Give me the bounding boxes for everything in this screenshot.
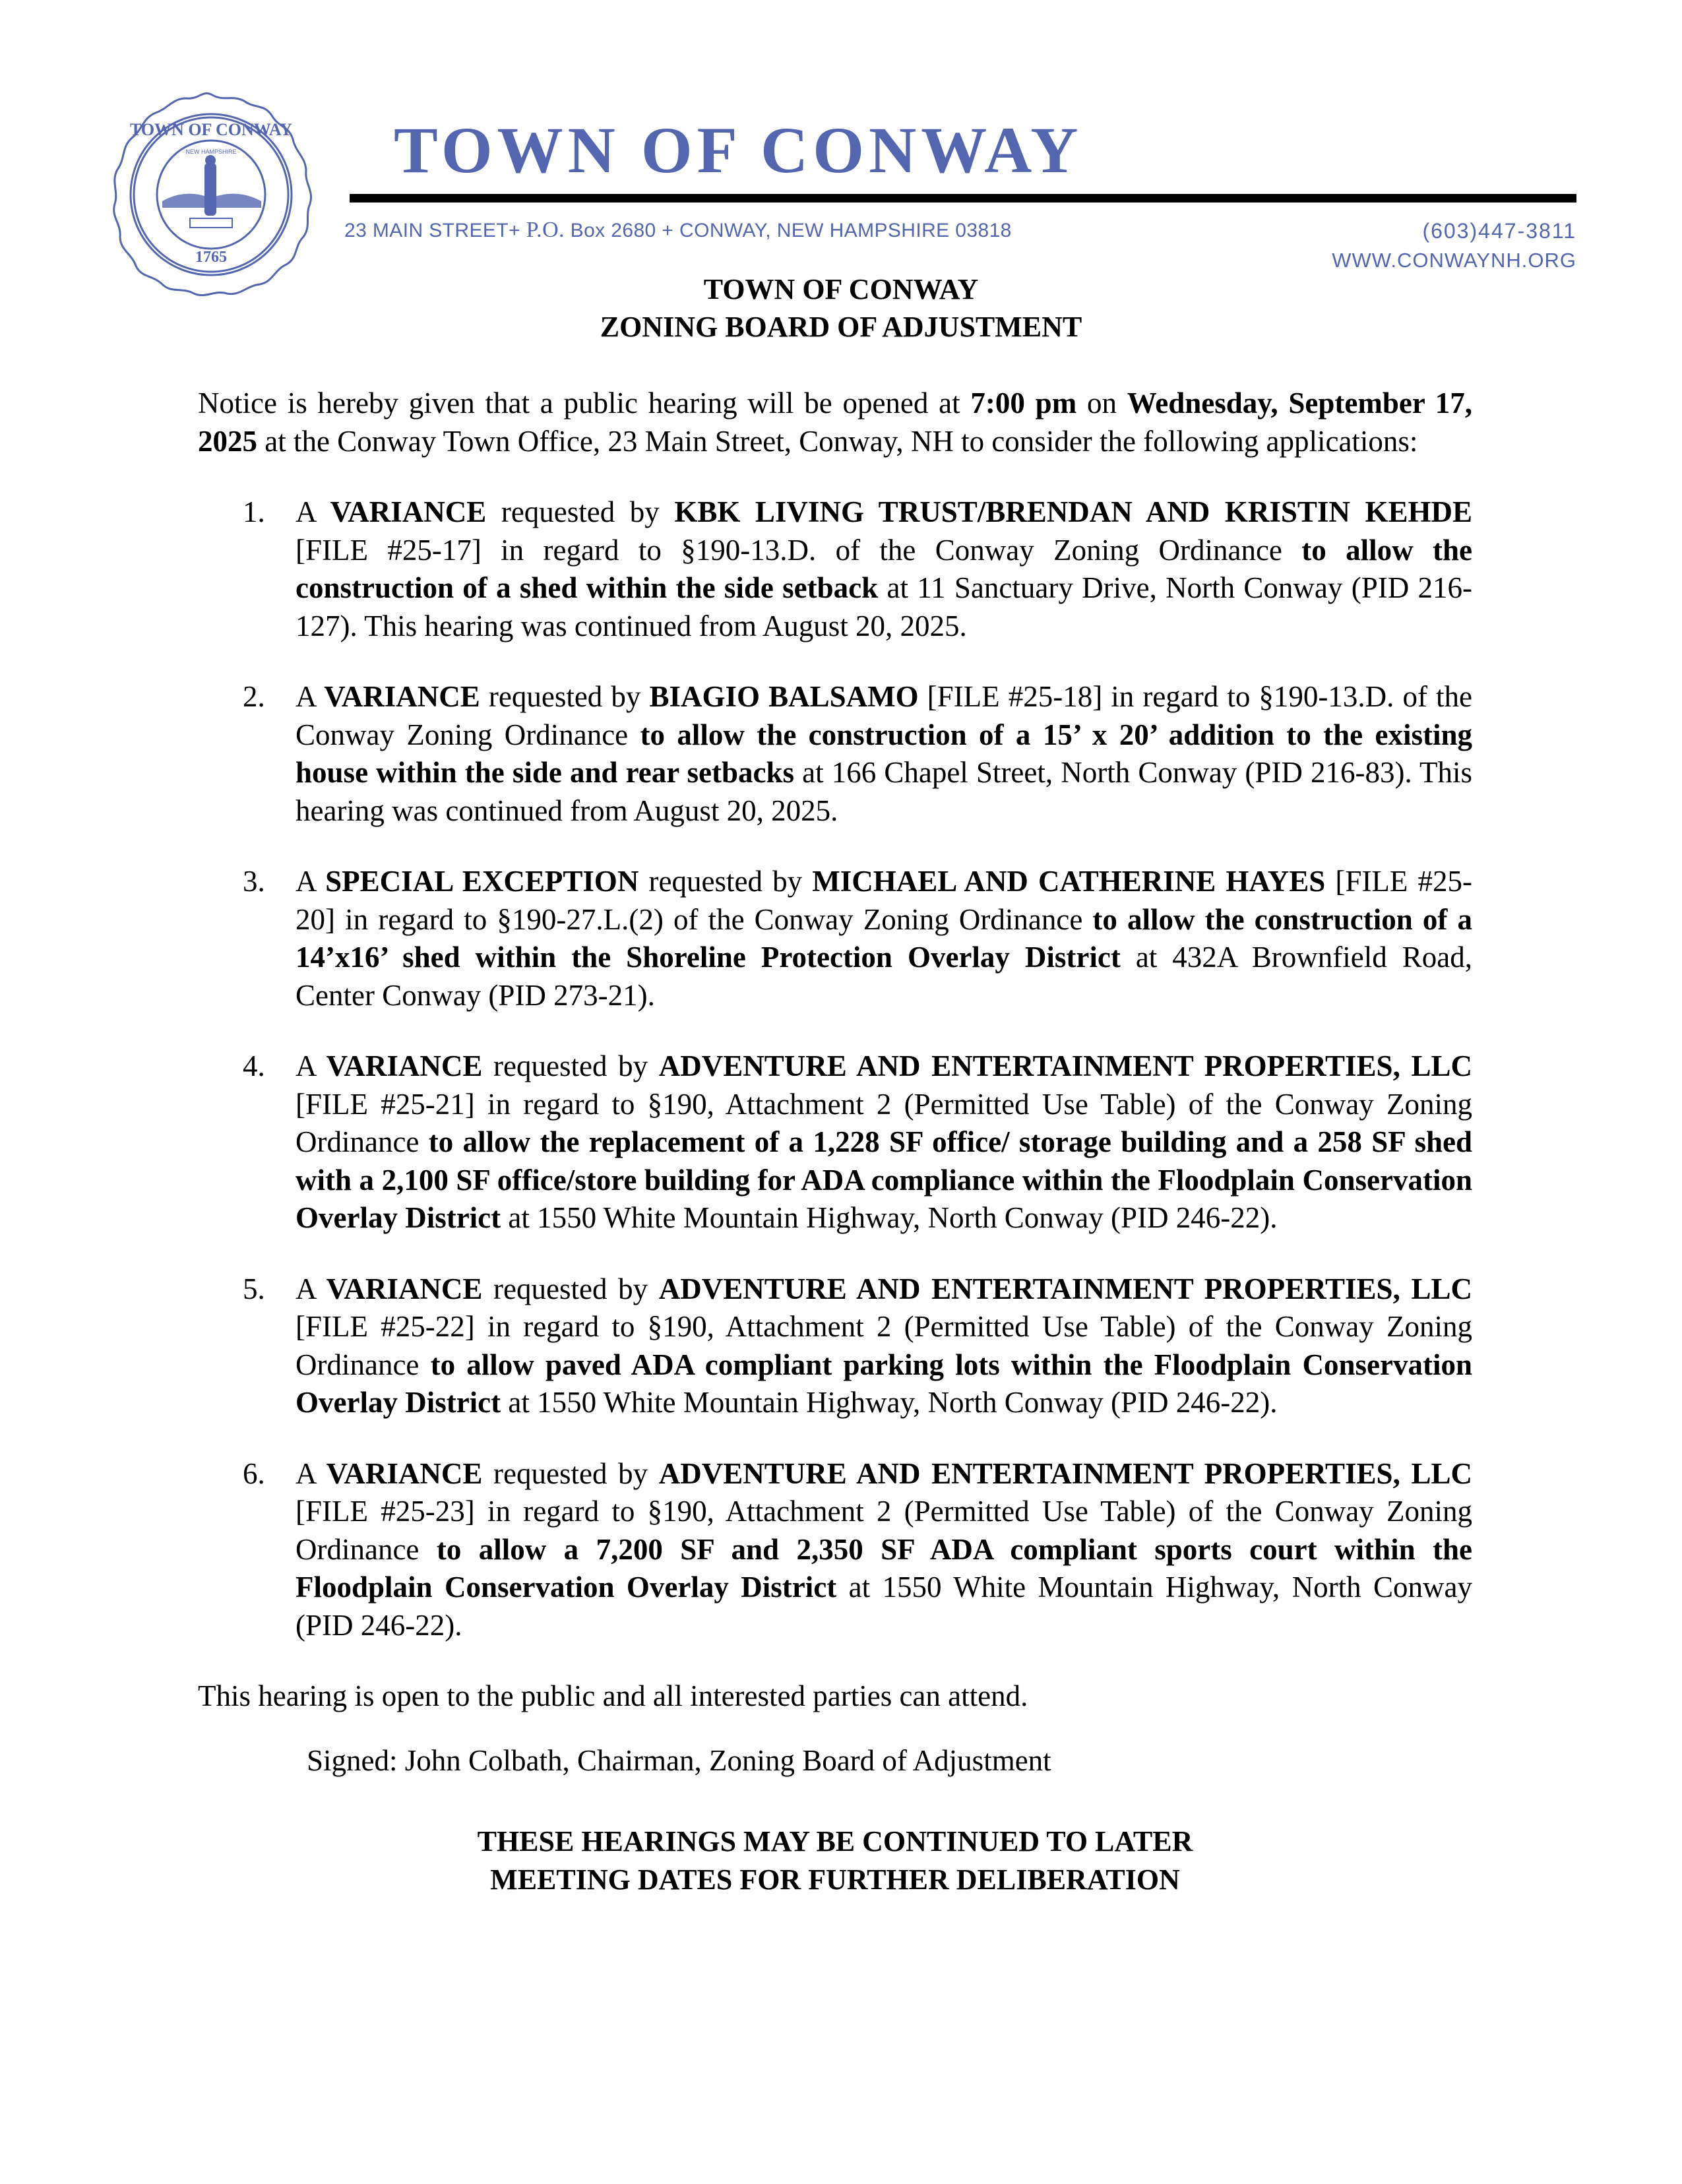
file-reference: [FILE #25-21] in regard to §190, Attachment 2 (Permitted Use Table) of the Conway Zoning Ordinance [296, 1087, 1472, 1158]
item-text: A [296, 865, 326, 898]
item-number: 4. [243, 1049, 265, 1082]
letterhead-website[interactable]: WWW.CONWAYNH.ORG [1332, 249, 1576, 272]
heading-line-1: TOWN OF CONWAY [703, 273, 979, 305]
address-city: Box 2680 + CONWAY, NEW HAMPSHIRE 03818 [564, 220, 1012, 241]
continuation-line-2: MEETING DATES FOR FURTHER DELIBERATION [490, 1863, 1180, 1896]
item-text: A [296, 1049, 327, 1082]
letterhead-divider [350, 194, 1576, 203]
town-seal-icon [106, 89, 317, 300]
applicant-name: MICHAEL AND CATHERINE HAYES [812, 865, 1326, 898]
item-number: 1. [243, 495, 265, 528]
file-reference: [FILE #25-17] in regard to §190-13.D. of the Conway Zoning Ordinance [296, 533, 1302, 567]
item-text: requested by [480, 680, 650, 713]
application-item [198, 1270, 1472, 1422]
svg-text:NEW HAMPSHIRE: NEW HAMPSHIRE [185, 148, 237, 155]
property-location: at 1550 White Mountain Highway, North Conway (PID 246-22). [501, 1201, 1278, 1234]
application-type: VARIANCE [326, 1456, 483, 1490]
address-street: 23 MAIN STREET+ [344, 220, 526, 241]
application-item [198, 493, 1472, 645]
applicant-name: ADVENTURE AND ENTERTAINMENT PROPERTIES, LLC [658, 1049, 1473, 1082]
application-item [198, 1455, 1472, 1645]
file-reference: [FILE #25-22] in regard to §190, Attachment 2 (Permitted Use Table) of the Conway Zoning Ordinance [296, 1310, 1472, 1381]
intro-text: Notice is hereby given that a public hearing will be opened at [198, 387, 971, 420]
item-text: A [296, 1456, 327, 1490]
item-text: requested by [639, 865, 813, 898]
application-type: VARIANCE [324, 680, 480, 713]
property-location: at 11 Sanctuary Drive, North Conway (PID 216-127). This hearing was continued from August 20, 2025. [296, 571, 1472, 642]
file-reference: [FILE #25-18] in regard to §190-13.D. of the Conway Zoning Ordinance [296, 680, 1473, 751]
property-location: at 1550 White Mountain Highway, North Conway (PID 246-22). [296, 1571, 1472, 1642]
item-text: requested by [482, 1272, 659, 1305]
letterhead-address [344, 218, 1012, 243]
item-text: A [296, 1272, 327, 1305]
intro-text: on [1076, 387, 1127, 420]
request-description: to allow the construction of a 14’x16’ shed within the Shoreline Protection Overlay District [296, 902, 1472, 974]
item-text: A [296, 495, 330, 528]
application-item [198, 1047, 1472, 1237]
notice-heading [0, 270, 1682, 346]
heading-line-2: ZONING BOARD OF ADJUSTMENT [600, 311, 1082, 343]
application-type: VARIANCE [326, 1272, 483, 1305]
applications-list [198, 493, 1472, 1644]
item-text: requested by [482, 1456, 659, 1490]
signature-line: Signed: John Colbath, Chairman, Zoning Board of Adjustment [307, 1743, 1051, 1777]
item-text: A [296, 680, 325, 713]
hearing-time: 7:00 pm [970, 387, 1077, 420]
hearing-date: Wednesday, September 17, 2025 [198, 387, 1473, 458]
property-location: at 1550 White Mountain Highway, North Conway (PID 246-22). [501, 1386, 1278, 1419]
request-description: to allow paved ADA compliant parking lots within the Floodplain Conservation Overlay District [296, 1348, 1472, 1419]
item-number: 3. [243, 865, 265, 898]
svg-text:1765: 1765 [195, 249, 227, 266]
intro-text: at the Conway Town Office, 23 Main Street, Conway, NH to consider the following applications: [257, 424, 1418, 458]
continuation-notice [198, 1823, 1472, 1899]
application-item [198, 678, 1472, 830]
property-location: at 432A Brownfield Road, Center Conway (PID 273-21). [296, 941, 1472, 1012]
intro-paragraph [198, 385, 1472, 460]
applicant-name: BIAGIO BALSAMO [649, 680, 919, 713]
file-reference: [FILE #25-20] in regard to §190-27.L.(2) of the Conway Zoning Ordinance [296, 865, 1473, 936]
item-text: requested by [486, 495, 675, 528]
continuation-line-1: THESE HEARINGS MAY BE CONTINUED TO LATER [477, 1825, 1193, 1857]
file-reference: [FILE #25-23] in regard to §190, Attachment 2 (Permitted Use Table) of the Conway Zoning Ordinance [296, 1495, 1472, 1566]
notice-body [198, 385, 1472, 1899]
request-description: to allow the construction of a 15’ x 20’ addition to the existing house within the side and rear setbacks [296, 718, 1472, 789]
application-item [198, 863, 1472, 1014]
letterhead-title: TOWN OF CONWAY [394, 113, 1083, 187]
item-number: 2. [243, 680, 265, 713]
request-description: to allow a 7,200 SF and 2,350 SF ADA compliant sports court within the Floodplain Conservation Overlay District [296, 1532, 1472, 1604]
letterhead-phone: (603)447-3811 [1422, 219, 1576, 243]
applicant-name: ADVENTURE AND ENTERTAINMENT PROPERTIES, LLC [658, 1456, 1473, 1490]
address-po: P.O. [526, 218, 565, 242]
application-type: SPECIAL EXCEPTION [325, 865, 639, 898]
public-attendance-note: This hearing is open to the public and all interested parties can attend. [198, 1679, 1028, 1712]
request-description: to allow the construction of a shed within the side setback [296, 533, 1472, 604]
item-text: requested by [482, 1049, 659, 1082]
applicant-name: KBK LIVING TRUST/BRENDAN AND KRISTIN KEHDE [674, 495, 1472, 528]
request-description: to allow the replacement of a 1,228 SF office/ storage building and a 258 SF shed with a 2,100 SF office/store building for ADA compliance within the Floodplain Conservation Overlay District [296, 1125, 1473, 1234]
application-type: VARIANCE [330, 495, 487, 528]
svg-text:TOWN OF CONWAY: TOWN OF CONWAY [129, 120, 293, 139]
application-type: VARIANCE [326, 1049, 483, 1082]
item-number: 6. [243, 1456, 265, 1490]
item-number: 5. [243, 1272, 265, 1305]
applicant-name: ADVENTURE AND ENTERTAINMENT PROPERTIES, LLC [658, 1272, 1473, 1305]
property-location: at 166 Chapel Street, North Conway (PID 216-83). This hearing was continued from August 20, 2025. [296, 756, 1473, 827]
